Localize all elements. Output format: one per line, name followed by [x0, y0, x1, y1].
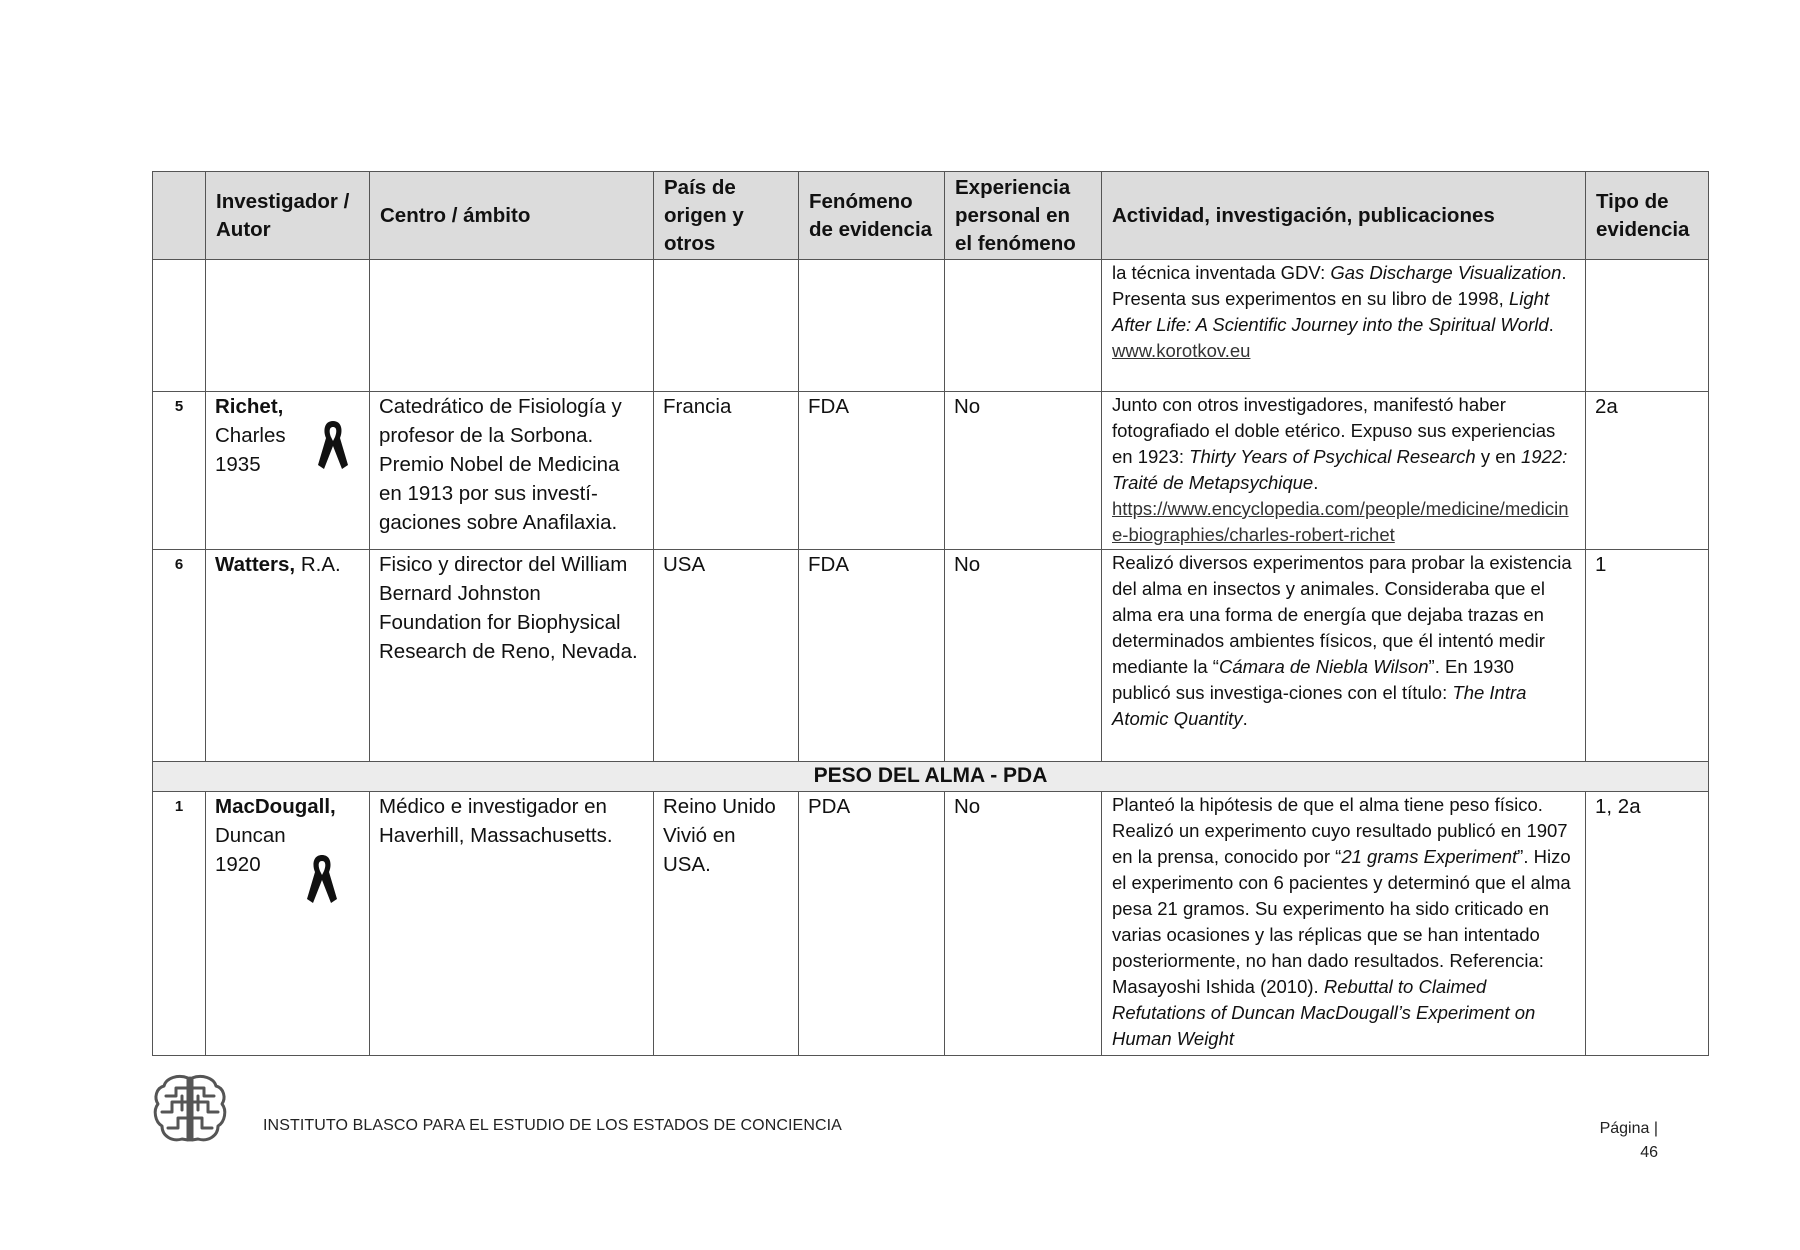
institute-name: INSTITUTO BLASCO PARA EL ESTUDIO DE LOS ESTADOS DE CONCIENCIA [263, 1117, 842, 1134]
table-row [153, 550, 1709, 762]
cell-evidence-type: 2a [1586, 392, 1709, 550]
activity-text: Planteó la hipótesis de que el alma tiene peso físico. Realizó un experimento cuyo resultado publicó en 1907 en la prensa, conocido por “ [1112, 794, 1568, 867]
cell-num: 6 [153, 550, 206, 762]
header-activity: Actividad, investigación, publicaciones [1102, 172, 1586, 260]
black-ribbon-icon [305, 852, 339, 904]
header-country: País de origen y otros [654, 172, 799, 260]
cell-activity [1102, 392, 1586, 550]
author-surname: MacDougall, [215, 795, 336, 818]
cell-activity [1102, 550, 1586, 762]
activity-text: Realizó diversos experimentos para probar la existencia del alma en insectos y animales. Consideraba que el alma era una forma de energía que dejaba trazas en determinados ambientes físicos, que él intentó medir mediante la “ [1112, 552, 1572, 677]
activity-text: y en [1475, 446, 1521, 467]
activity-text: la técnica inventada GDV: [1112, 262, 1331, 283]
activity-italic: Cámara de Niebla Wilson [1218, 656, 1429, 677]
cell-experience: No [945, 392, 1102, 550]
activity-text: Junto con otros investigadores, manifestó haber fotografiado el doble etérico. Expuso sus experiencias en 1923: [1112, 394, 1556, 467]
activity-text: . [1548, 314, 1554, 335]
author-given-name: Duncan [215, 824, 286, 847]
table-row-continued [153, 260, 1709, 392]
cell-num: 5 [153, 392, 206, 550]
header-author: Investigador / Autor [206, 172, 370, 260]
author-year: 1920 [215, 853, 261, 876]
brain-maze-logo-icon [152, 1072, 228, 1146]
page-number: 46 [1640, 1144, 1658, 1161]
header-evidence-type: Tipo de evidencia [1586, 172, 1709, 260]
section-row [153, 762, 1709, 792]
cell-author [206, 792, 370, 1056]
cell-country: Reino Unido Vivió en USA. [654, 792, 799, 1056]
cell-center [370, 260, 654, 392]
header-center: Centro / ámbito [370, 172, 654, 260]
cell-num [153, 260, 206, 392]
cell-author [206, 260, 370, 392]
cell-phenomenon: FDA [799, 550, 945, 762]
cell-evidence-type [1586, 260, 1709, 392]
researchers-table [152, 171, 1709, 1056]
activity-text: . Presenta sus experimentos en su libro de 1998, [1112, 262, 1567, 309]
header-phenomenon: Fenómeno de evidencia [799, 172, 945, 260]
cell-phenomenon: FDA [799, 392, 945, 550]
header-experience: Experiencia personal en el fenómeno [945, 172, 1102, 260]
activity-italic: Thirty Years of Psychical Research [1189, 446, 1476, 467]
cell-center: Fisico y director del William Bernard Johnston Foundation for Biophysical Research de Reno, Nevada. [370, 550, 654, 762]
activity-italic: Gas Discharge Visualization [1330, 262, 1562, 283]
cell-experience: No [945, 550, 1102, 762]
activity-italic: 1922: Traité de Metapsychique [1112, 446, 1568, 493]
activity-italic: Light After Life: A Scientific Journey into the Spiritual World [1112, 288, 1550, 335]
cell-evidence-type: 1 [1586, 550, 1709, 762]
author-given-name: Charles [215, 424, 286, 447]
page-label: Página | [1599, 1120, 1658, 1137]
activity-text: . [1242, 708, 1248, 729]
table-row [153, 792, 1709, 1056]
cell-country: Francia [654, 392, 799, 550]
korotkov-link[interactable]: www.korotkov.eu [1112, 340, 1251, 361]
cell-phenomenon: PDA [799, 792, 945, 1056]
table-row [153, 392, 1709, 550]
cell-experience: No [945, 792, 1102, 1056]
author-year: 1935 [215, 453, 261, 476]
cell-country: USA [654, 550, 799, 762]
activity-text: ”. Hizo el experimento con 6 pacientes y determinó que el alma pesa 21 gramos. Su experimento ha sido criticado en varias ocasiones y las réplicas que se han intentado posteriormente, no han dado resultados. Referencia: Masayoshi Ishida (2010). [1112, 846, 1571, 997]
page-number-block [1594, 1117, 1658, 1165]
header-row [153, 172, 1709, 260]
cell-country [654, 260, 799, 392]
cell-activity [1102, 260, 1586, 392]
author-surname: Richet, [215, 395, 284, 418]
activity-text: ”. En 1930 publicó sus investiga-ciones con el título: [1112, 656, 1514, 703]
author-given-name: R.A. [295, 553, 341, 576]
cell-phenomenon [799, 260, 945, 392]
cell-activity [1102, 792, 1586, 1056]
activity-italic: Rebuttal to Claimed Refutations of Duncan MacDougall’s Experiment on Human Weight [1112, 976, 1536, 1049]
author-surname: Watters, [215, 553, 296, 576]
header-num [153, 172, 206, 260]
section-title: PESO DEL ALMA - PDA [153, 762, 1709, 792]
cell-author [206, 550, 370, 762]
encyclopedia-link[interactable]: https://www.encyclopedia.com/people/medicine/medicine-biographies/charles-robert-richet [1112, 498, 1569, 545]
black-ribbon-icon [316, 418, 350, 470]
cell-center: Catedrático de Fisiología y profesor de la Sorbona. Premio Nobel de Medicina en 1913 por sus investí-gaciones sobre Anafilaxia. [370, 392, 654, 550]
cell-evidence-type: 1, 2a [1586, 792, 1709, 1056]
activity-italic: 21 grams Experiment [1341, 846, 1518, 867]
cell-center: Médico e investigador en Haverhill, Massachusetts. [370, 792, 654, 1056]
activity-text: . [1313, 472, 1319, 493]
cell-author [206, 392, 370, 550]
cell-num: 1 [153, 792, 206, 1056]
cell-experience [945, 260, 1102, 392]
activity-italic: The Intra Atomic Quantity [1112, 682, 1527, 729]
